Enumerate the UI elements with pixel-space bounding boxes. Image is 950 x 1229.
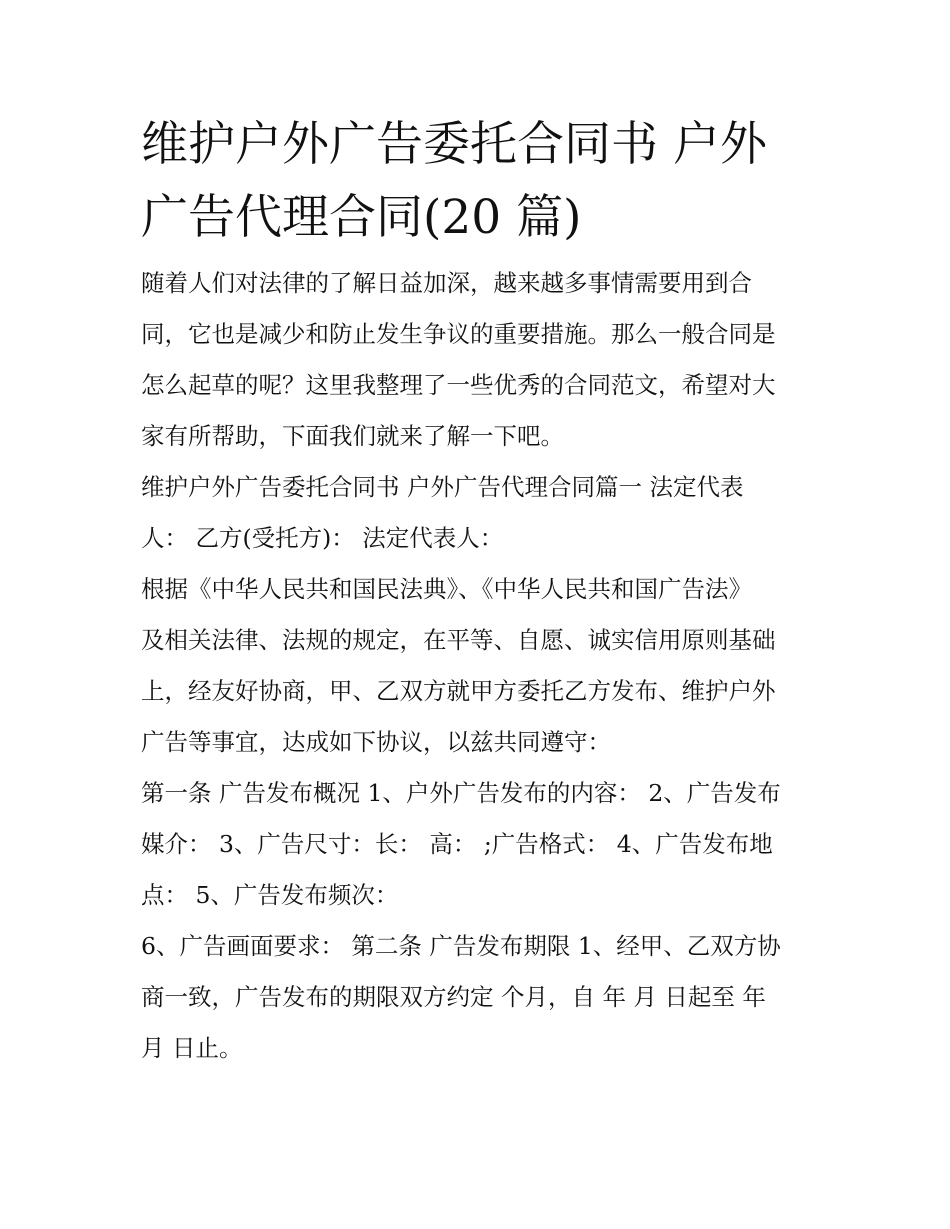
document-content bbox=[141, 108, 816, 1074]
paragraph-article-two bbox=[141, 921, 816, 1074]
paragraph-parties bbox=[141, 462, 816, 564]
paragraph-line: 广告等事宜，达成如下协议，以兹共同遵守： bbox=[141, 728, 611, 756]
paragraph-line: 6、广告画面要求： 第二条 广告发布期限 1、经甲、乙双方协 bbox=[141, 932, 781, 960]
paragraph-line: 随着人们对法律的了解日益加深，越来越多事情需要用到合 bbox=[141, 269, 752, 297]
paragraph-line: 上，经友好协商，甲、乙双方就甲方委托乙方发布、维护户外 bbox=[141, 677, 776, 705]
title-line: 广告代理合同(20 篇) bbox=[141, 190, 582, 245]
paragraph-line: 家有所帮助，下面我们就来了解一下吧。 bbox=[141, 422, 564, 450]
paragraph-line: 点： 5、广告发布频次： bbox=[141, 881, 399, 909]
paragraph-legal-basis bbox=[141, 564, 816, 768]
paragraph-line: 同，它也是减少和防止发生争议的重要措施。那么一般合同是 bbox=[141, 320, 776, 348]
paragraph-line: 人： 乙方(受托方)： 法定代表人： bbox=[141, 524, 504, 552]
paragraph-line: 及相关法律、法规的规定，在平等、自愿、诚实信用原则基础 bbox=[141, 626, 776, 654]
paragraph-line: 根据《中华人民共和国民法典》、《中华人民共和国广告法》 bbox=[141, 575, 752, 603]
paragraph-line: 媒介： 3、广告尺寸：长： 高： ;广告格式： 4、广告发布地 bbox=[141, 830, 773, 858]
paragraph-line: 月 日止。 bbox=[141, 1034, 243, 1062]
paragraph-line: 维护户外广告委托合同书 户外广告代理合同篇一 法定代表 bbox=[141, 473, 744, 501]
document-title bbox=[141, 108, 816, 254]
title-line: 维护户外广告委托合同书 户外 bbox=[141, 117, 767, 172]
paragraph-line: 怎么起草的呢？这里我整理了一些优秀的合同范文，希望对大 bbox=[141, 371, 776, 399]
paragraph-article-one bbox=[141, 768, 816, 921]
paragraph-line: 第一条 广告发布概况 1、户外广告发布的内容： 2、广告发布 bbox=[141, 779, 781, 807]
paragraph-line: 商一致，广告发布的期限双方约定 个月，自 年 月 日起至 年 bbox=[141, 983, 766, 1011]
paragraph-intro bbox=[141, 258, 816, 462]
